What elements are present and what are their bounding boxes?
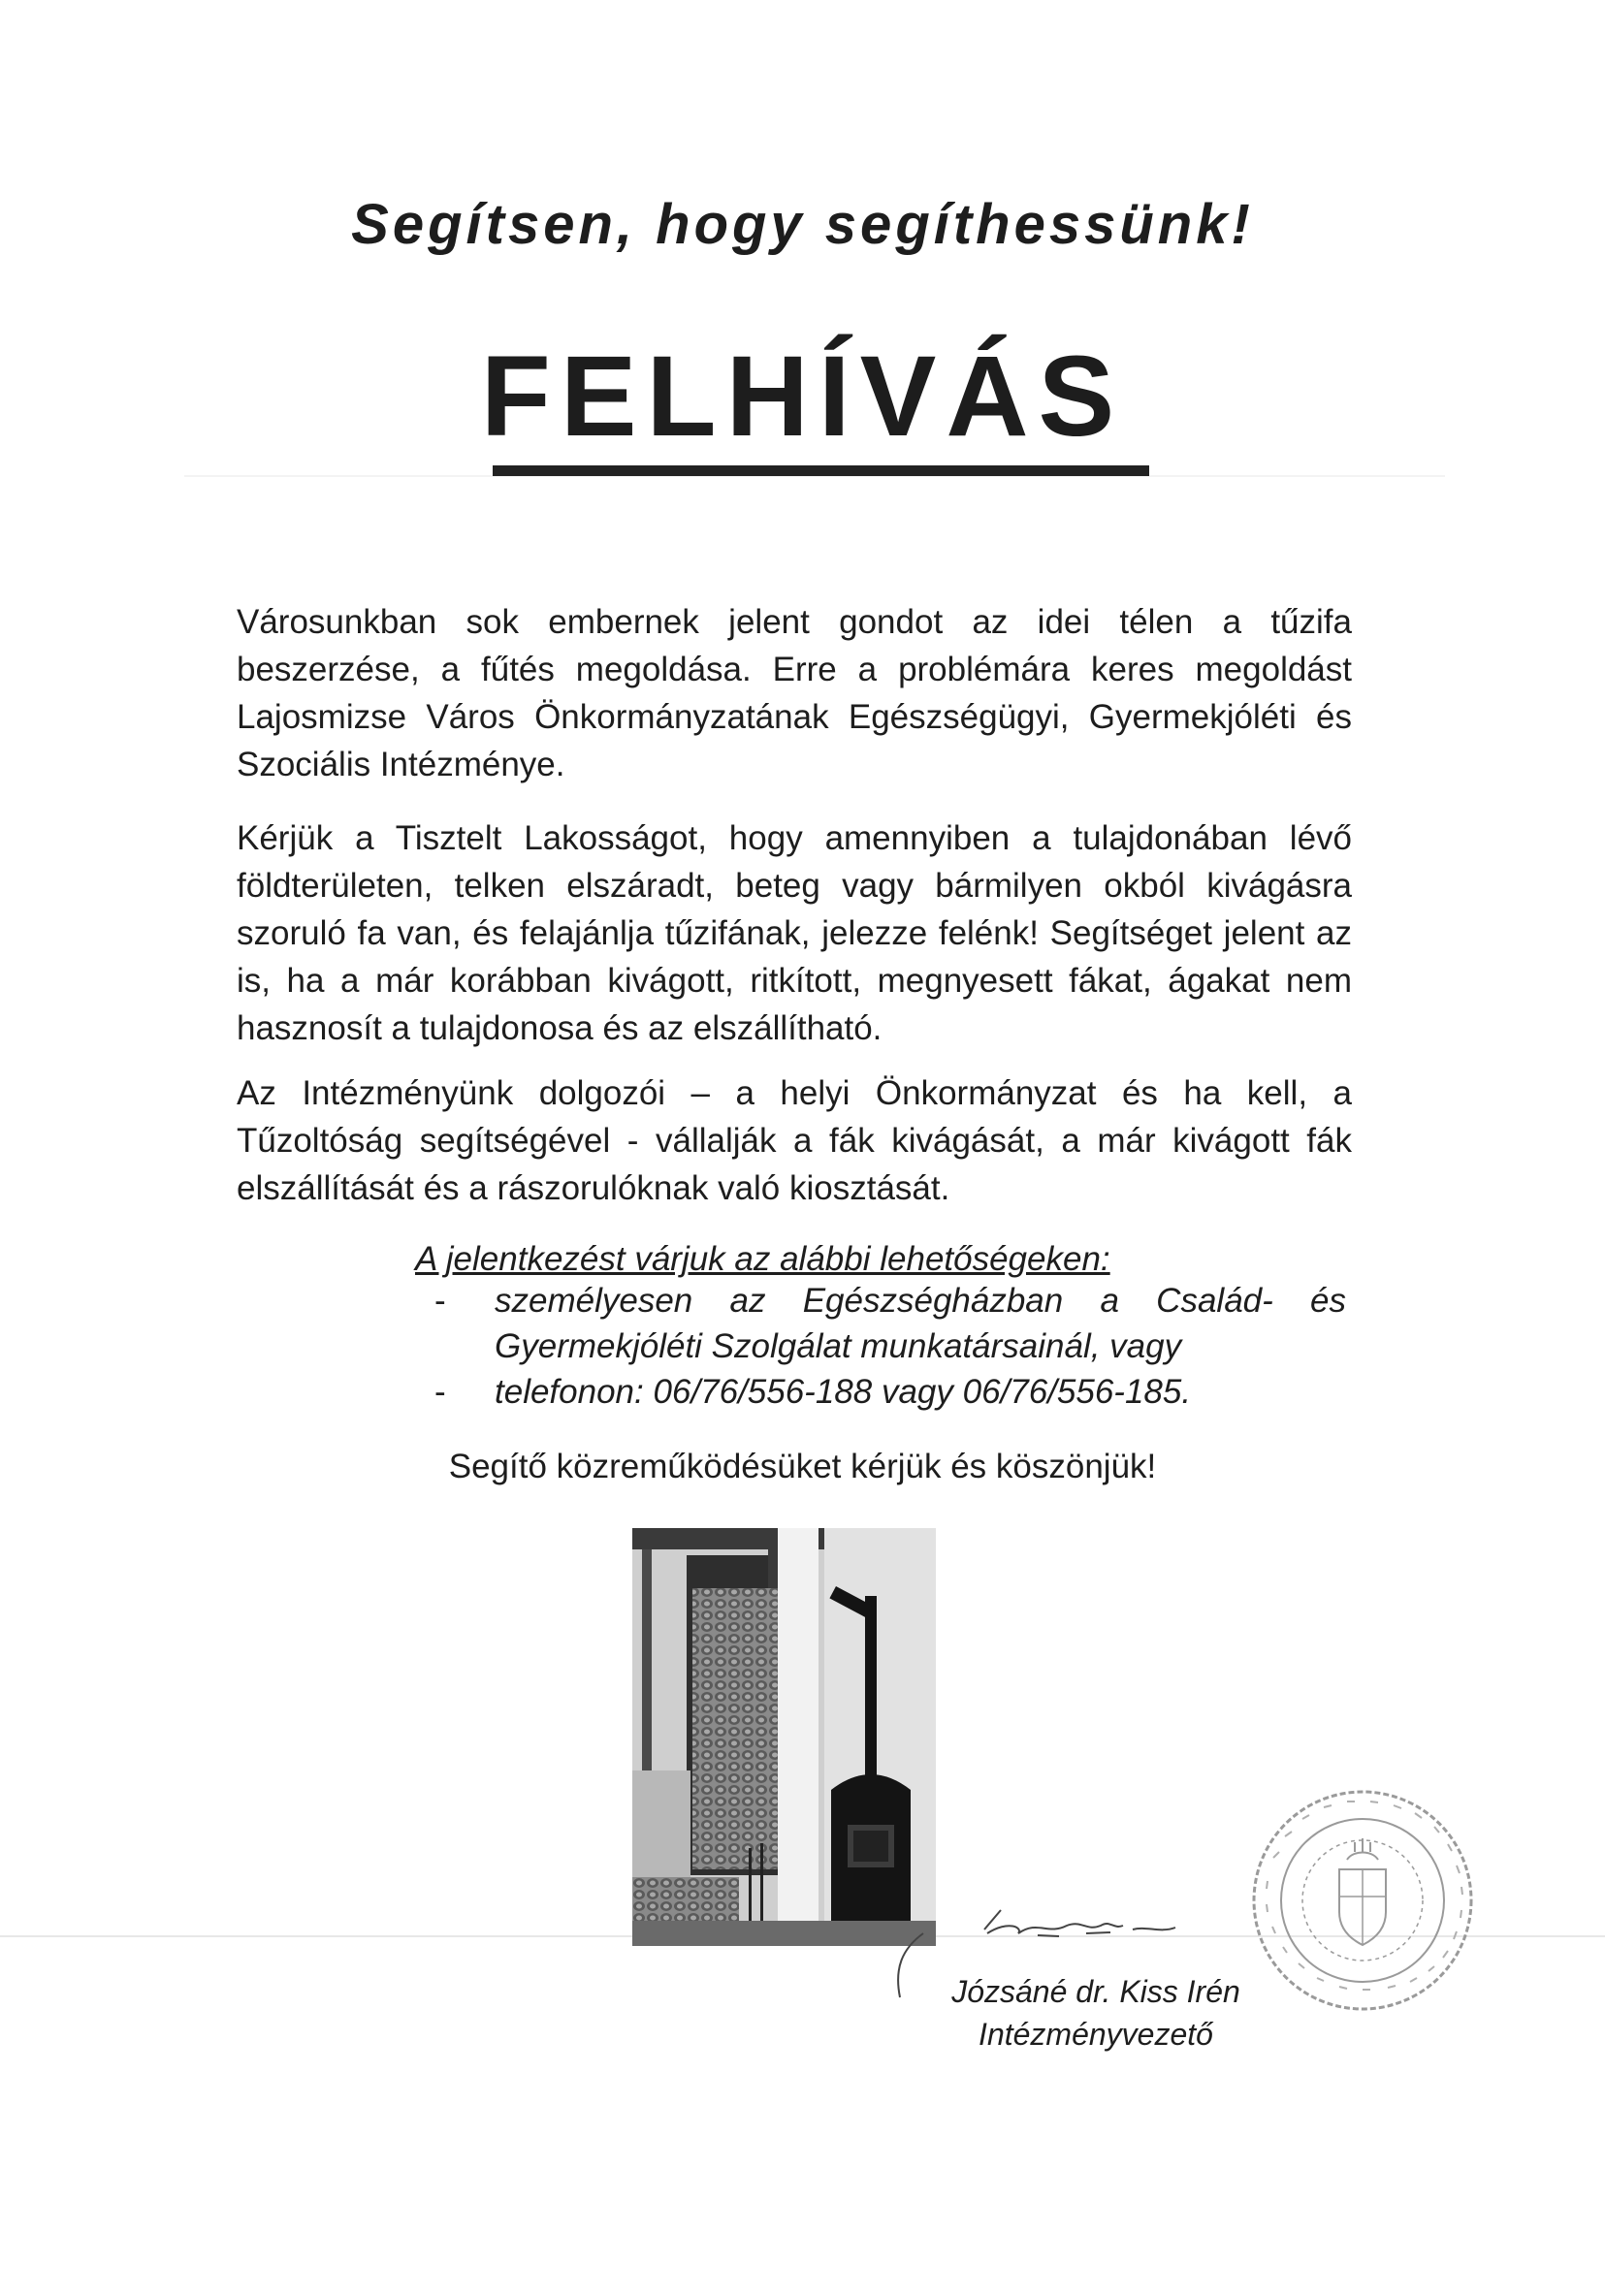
paragraph-staff: Az Intézményünk dolgozói – a helyi Önkormányzat és ha kell, a Tűzoltóság segítségével - vállalják a fák kivágását, a már kivágott fák elszállítását és a rászorulóknak való kiosztását.	[237, 1074, 1352, 1207]
bullet-dash: -	[434, 1373, 446, 1411]
wood-stove-photo	[632, 1528, 936, 1946]
title-underline	[493, 465, 1149, 476]
signatory-name: Józsáné dr. Kiss Irén	[951, 1974, 1240, 2009]
paragraph-intro: Városunkban sok embernek jelent gondot az idei télen a tűzifa beszerzése, a fűtés megoldása. Erre a problémára keres megoldást Lajosmizse Város Önkormányzatának Egészségügyi, Gyermekjóléti és Szociális Intézménye.	[237, 603, 1352, 783]
contact-item-in-person: személyesen az Egészségházban a Család- és Gyermekjóléti Szolgálat munkatársainál, vagy	[495, 1282, 1346, 1365]
contact-heading: A jelentkezést várjuk az alábbi lehetőségeken:	[415, 1240, 1110, 1278]
institution-stamp	[1246, 1784, 1479, 2022]
closing-thanks: Segítő közreműködésüket kérjük és köszönjük!	[448, 1448, 1157, 1485]
page-title: FELHÍVÁS	[480, 333, 1125, 461]
signatory-role: Intézményvezető	[979, 2017, 1213, 2052]
list-item	[434, 1278, 1346, 1369]
list-item	[434, 1369, 1346, 1415]
contact-list	[434, 1278, 1346, 1415]
slogan: Segítsen, hogy segíthessünk!	[351, 193, 1254, 256]
bullet-dash: -	[434, 1282, 446, 1320]
contact-item-phone: telefonon: 06/76/556-188 vagy 06/76/556-185.	[495, 1373, 1192, 1411]
paragraph-request: Kérjük a Tisztelt Lakosságot, hogy amennyiben a tulajdonában lévő földterületen, telken elszáradt, beteg vagy bármilyen okból kivágásra szoruló fa van, és felajánlja tűzifának, jelezze felénk! Segítséget jelent az is, ha a már korábban kivágott, ritkított, megnyesett fákat, ágakat nem hasznosít a tulajdonosa és az elszállítható.	[237, 819, 1352, 1047]
